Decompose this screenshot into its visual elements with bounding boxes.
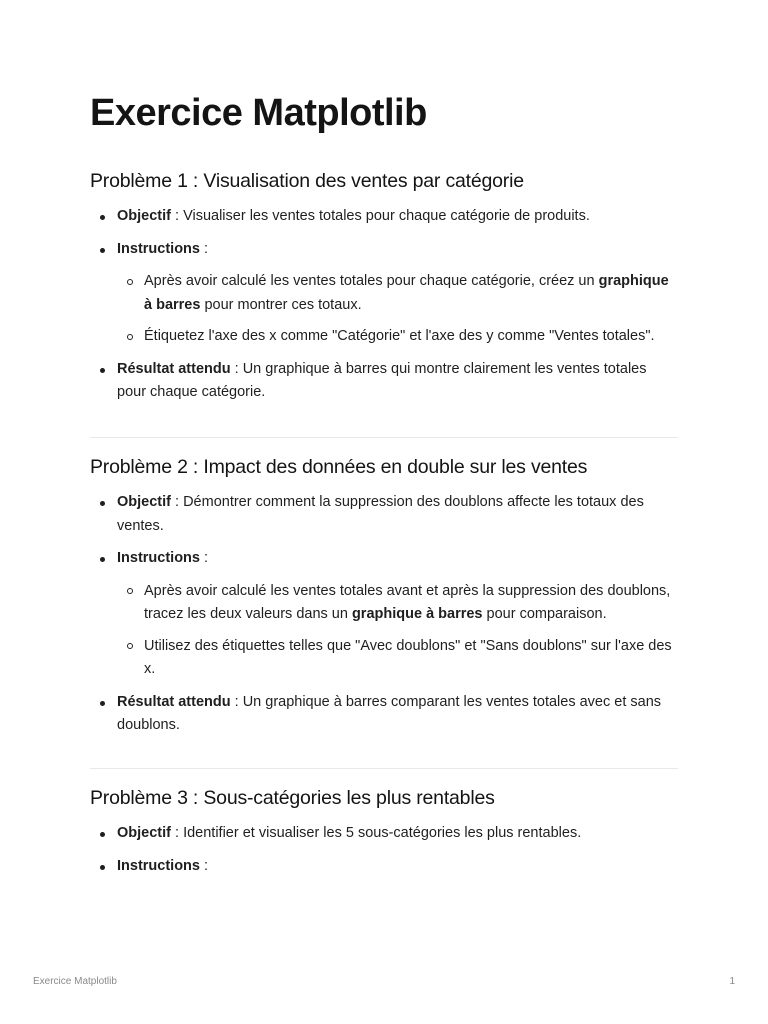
problem-3-section bbox=[90, 787, 678, 887]
problem-1-list bbox=[90, 205, 678, 405]
result-text: Un graphique à barres comparant les ventes totales avec et sans doublons. bbox=[117, 693, 662, 733]
instructions-separator: : bbox=[199, 857, 209, 874]
step-text: Étiquetez l'axe des x comme "Catégorie" et l'axe des y comme "Ventes totales". bbox=[144, 328, 655, 344]
section-divider bbox=[90, 768, 678, 769]
step-text: Après avoir calculé les ventes totales pour chaque catégorie, créez un bbox=[144, 273, 599, 289]
problem-3-list bbox=[90, 822, 678, 878]
objective-label: Objectif bbox=[117, 208, 171, 224]
instructions-label: Instructions bbox=[117, 857, 200, 874]
problem-2-section bbox=[90, 456, 678, 747]
objective-label: Objectif bbox=[117, 494, 171, 510]
step-bold-text: graphique à barres bbox=[351, 606, 483, 622]
objective-label: Objectif bbox=[117, 825, 171, 841]
problem-1-step-1 bbox=[117, 270, 678, 317]
footer-page-number: 1 bbox=[729, 976, 735, 987]
problem-2-steps bbox=[117, 580, 678, 682]
problem-1-section bbox=[90, 170, 678, 414]
problem-2-list bbox=[90, 491, 678, 738]
problem-1-instructions bbox=[90, 238, 678, 349]
problem-2-step-2 bbox=[117, 635, 678, 682]
problem-3-heading: Problème 3 : Sous-catégories les plus rentables bbox=[90, 787, 495, 809]
step-text: Utilisez des étiquettes telles que "Avec doublons" et "Sans doublons" sur l'axe des x. bbox=[144, 637, 672, 677]
result-separator: : bbox=[230, 360, 243, 377]
result-separator: : bbox=[230, 693, 243, 710]
result-text: Un graphique à barres qui montre clairement les ventes totales pour chaque catégorie. bbox=[117, 360, 647, 400]
problem-1-steps bbox=[117, 270, 678, 349]
result-label: Résultat attendu bbox=[117, 360, 231, 377]
section-divider bbox=[90, 437, 678, 438]
instructions-separator: : bbox=[199, 550, 209, 566]
result-label: Résultat attendu bbox=[117, 693, 231, 710]
problem-2-instructions bbox=[90, 547, 678, 682]
objective-text: Identifier et visualiser les 5 sous-catégories les plus rentables. bbox=[183, 825, 582, 841]
problem-1-heading: Problème 1 : Visualisation des ventes par catégorie bbox=[90, 170, 524, 192]
problem-2-result bbox=[90, 691, 678, 738]
instructions-separator: : bbox=[199, 240, 209, 257]
problem-1-step-2 bbox=[117, 325, 678, 349]
problem-1-objective bbox=[90, 205, 678, 229]
problem-2-heading: Problème 2 : Impact des données en double sur les ventes bbox=[90, 456, 588, 478]
instructions-label: Instructions bbox=[117, 240, 200, 257]
problem-3-objective bbox=[90, 822, 678, 846]
instructions-label: Instructions bbox=[117, 550, 200, 566]
problem-2-step-1 bbox=[117, 580, 678, 627]
document-title: Exercice Matplotlib bbox=[90, 92, 427, 134]
step-text: Après avoir calculé les ventes totales avant et après la suppression des doublons, tracez les deux valeurs dans un bbox=[144, 582, 671, 622]
objective-text: Visualiser les ventes totales pour chaque catégorie de produits. bbox=[183, 208, 590, 224]
problem-2-objective bbox=[90, 491, 678, 538]
objective-separator: : bbox=[170, 494, 184, 510]
objective-separator: : bbox=[170, 825, 184, 841]
problem-3-instructions bbox=[90, 855, 678, 879]
step-bold-text: graphique à barres bbox=[144, 273, 669, 313]
objective-text: Démontrer comment la suppression des doublons affecte les totaux des ventes. bbox=[117, 494, 644, 534]
problem-1-result bbox=[90, 358, 678, 405]
step-text-after: pour comparaison. bbox=[482, 606, 607, 622]
footer-document-title: Exercice Matplotlib bbox=[33, 976, 117, 987]
objective-separator: : bbox=[170, 208, 184, 224]
step-text-after: pour montrer ces totaux. bbox=[200, 296, 362, 313]
